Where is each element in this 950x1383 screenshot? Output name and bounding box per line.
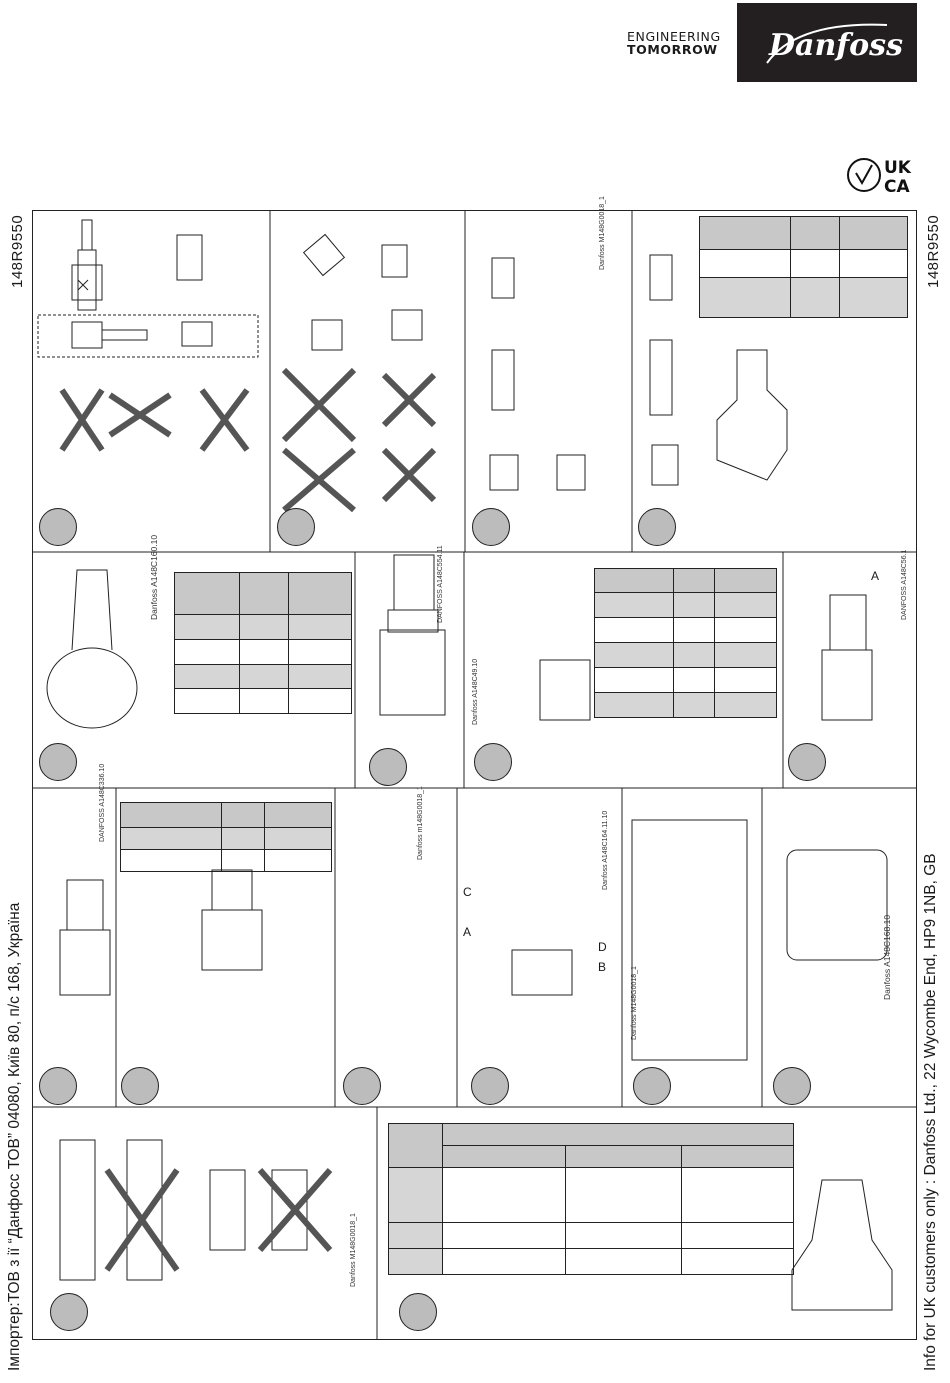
svg-text:UK: UK bbox=[884, 158, 911, 178]
drawing-code: Danfoss m148G0018_1 bbox=[417, 786, 424, 860]
step-circle bbox=[474, 743, 512, 781]
torque-table-1 bbox=[699, 216, 908, 318]
step-circle bbox=[39, 508, 77, 546]
tagline bbox=[627, 30, 721, 56]
step-circle bbox=[638, 508, 676, 546]
callout-c: C bbox=[463, 885, 472, 899]
callout-a: A bbox=[871, 569, 880, 583]
svg-text:Danfoss: Danfoss bbox=[769, 28, 903, 63]
step-circle bbox=[633, 1067, 671, 1105]
step-circle bbox=[369, 748, 407, 786]
step-circle bbox=[121, 1067, 159, 1105]
uk-info-text: Info for UK customers only : Danfoss Ltd., 22 Wycombe End, HP9 1NB, GB bbox=[922, 853, 939, 1371]
callout-a: A bbox=[463, 925, 472, 939]
importer-text: Імпортер:ТОВ з ії “Данфосс ТОВ” 04080, Київ 80, п/с 168, Україна bbox=[6, 902, 23, 1371]
danfoss-logo bbox=[737, 3, 917, 82]
drawing-code: Danfoss A148C160.10 bbox=[149, 534, 159, 620]
doc-number-right: 148R9550 bbox=[925, 214, 942, 288]
tagline-line2: TOMORROW bbox=[627, 42, 718, 57]
svg-text:CA: CA bbox=[884, 177, 910, 195]
spec-table bbox=[388, 1123, 794, 1275]
drawing-code: DANFOSS A148C56.1 bbox=[901, 549, 908, 620]
callout-d: D bbox=[598, 940, 607, 954]
torque-table-4 bbox=[120, 802, 332, 872]
drawing-code: Danfoss M148G0018_1 bbox=[350, 1213, 357, 1287]
drawing-code: Danfoss M148G0018_1 bbox=[631, 966, 638, 1040]
step-circle bbox=[39, 743, 77, 781]
drawing-code: Danfoss A148C164.11.10 bbox=[602, 810, 609, 890]
step-circle bbox=[50, 1293, 88, 1331]
step-circle bbox=[472, 508, 510, 546]
drawing-code: Danfoss A148C49.10 bbox=[472, 658, 479, 725]
torque-table-2 bbox=[174, 572, 352, 714]
doc-number-left: 148R9550 bbox=[9, 214, 26, 288]
drawing-code: DANFOSS A148C554.11 bbox=[437, 545, 444, 623]
torque-table-3 bbox=[594, 568, 777, 718]
step-circle bbox=[277, 508, 315, 546]
tagline-line1: ENGINEERING bbox=[627, 29, 721, 44]
drawing-code: Danfoss A148C168.10 bbox=[882, 914, 892, 1000]
step-circle bbox=[773, 1067, 811, 1105]
ukca-mark bbox=[846, 155, 916, 195]
callout-b: B bbox=[598, 960, 607, 974]
drawing-code: Danfoss M148G0018_1 bbox=[599, 196, 606, 270]
step-circle bbox=[788, 743, 826, 781]
instruction-grid bbox=[32, 196, 917, 1340]
step-circle bbox=[343, 1067, 381, 1105]
step-circle bbox=[471, 1067, 509, 1105]
drawing-code: DANFOSS A148C336.10 bbox=[99, 763, 106, 842]
step-circle bbox=[399, 1293, 437, 1331]
step-circle bbox=[39, 1067, 77, 1105]
